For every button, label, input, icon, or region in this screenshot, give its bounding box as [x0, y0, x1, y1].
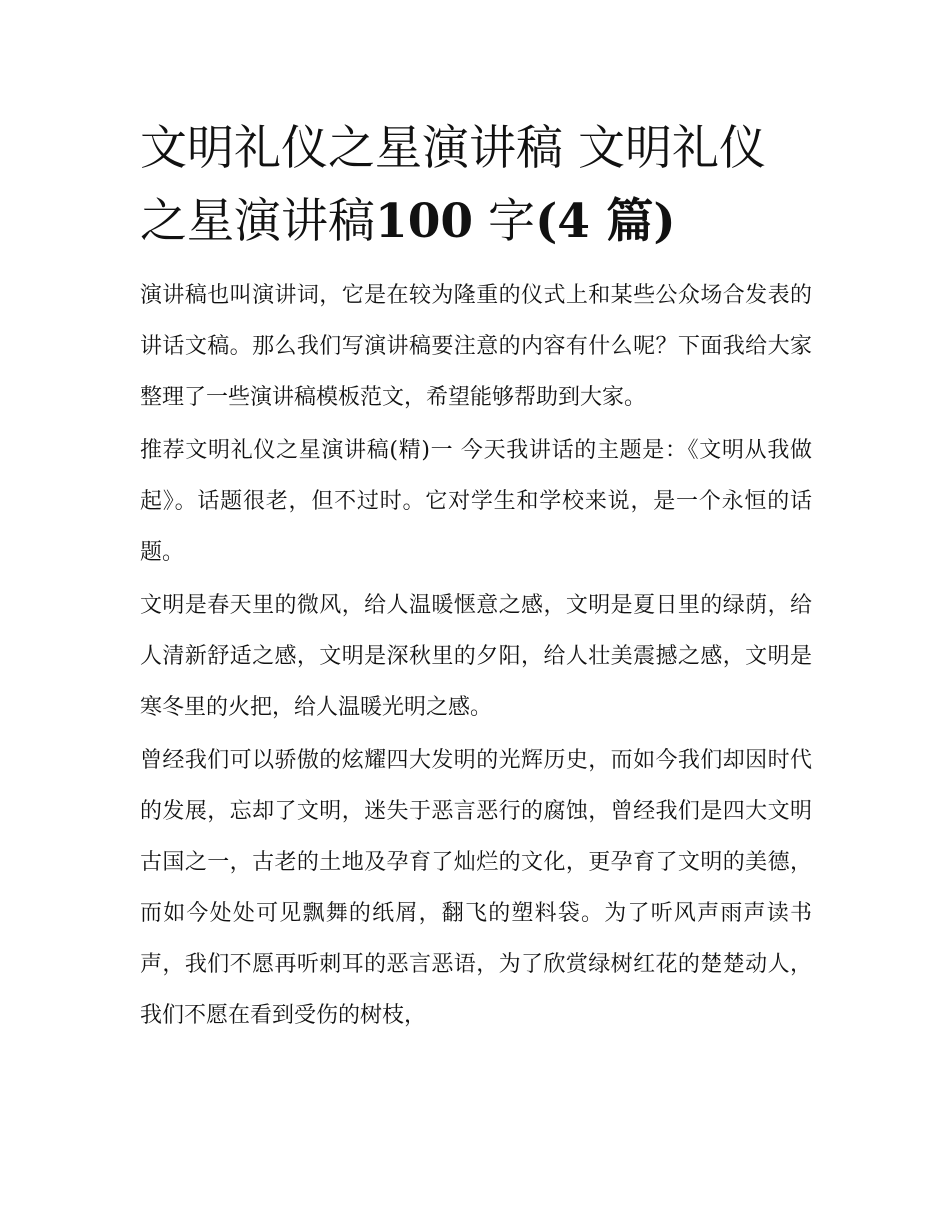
- paragraph-intro: 演讲稿也叫演讲词，它是在较为隆重的仪式上和某些公众场合发表的讲话文稿。那么我们写演讲稿要注意的内容有什么呢？下面我给大家整理了一些演讲稿模板范文，希望能够帮助到大家。: [140, 283, 812, 410]
- document-content: [140, 112, 812, 1043]
- paragraph-history: 曾经我们可以骄傲的炫耀四大发明的光辉历史，而如今我们却因时代的发展，忘却了文明，迷失于恶言恶行的腐蚀，曾经我们是四大文明古国之一，古老的土地及孕育了灿烂的文化，更孕育了文明的美德，而如今处处可见飘舞的纸屑，翻飞的塑料袋。为了听风声雨声读书声，我们不愿再听刺耳的恶言恶语，为了欣赏绿树红花的楚楚动人，我们不愿在看到受伤的树枝，: [140, 748, 812, 1028]
- paragraph-topic: 推荐文明礼仪之星演讲稿(精)一 今天我讲话的主题是：《文明从我做起》。话题很老，但不过时。它对学生和学校来说，是一个永恒的话题。: [140, 438, 812, 565]
- title-count: (4 篇): [535, 194, 676, 249]
- title-text: 文明礼仪之星演讲稿 文明礼仪之星演讲稿: [140, 121, 766, 249]
- document-title: [140, 112, 812, 258]
- title-unit: 字: [473, 194, 536, 249]
- title-number: 100: [375, 194, 474, 249]
- paragraph-metaphor: 文明是春天里的微风，给人温暖惬意之感，文明是夏日里的绿荫，给人清新舒适之感，文明是深秋里的夕阳，给人壮美震撼之感，文明是寒冬里的火把，给人温暖光明之感。: [140, 593, 812, 720]
